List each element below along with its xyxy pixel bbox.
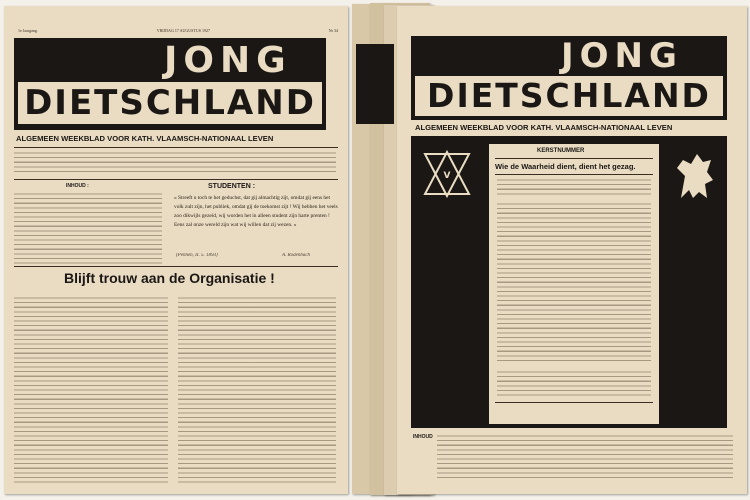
contents-summary	[437, 434, 733, 480]
masthead-subtitle: ALGEMEEN WEEKBLAD VOOR KATH. VLAAMSCH-NATIONAAL LEVEN	[16, 134, 274, 143]
quote-author: A. Rodenbach	[282, 253, 311, 258]
masthead-title-top: JONG	[164, 40, 292, 81]
stacked-masthead-strip	[356, 44, 394, 124]
divider-line	[495, 402, 653, 403]
volume-label: 1e Jaargang.	[18, 28, 38, 33]
studenten-quote: « Streeft u toch te het geduchst, dat gij almachtig zijt, omdat gij eens het volk zult zijn, het publiek, omdat gij de toekomst zijt ! Wij hebben het veels zoo dikwijls gezeid, wij worden het in alleen student zijn harte prenten ! Eens zal onze wereld zijn wat wij willen dat zij wezen. »	[174, 195, 338, 228]
quote-source: (Pennen, II. 5. 1893)	[176, 253, 218, 258]
inhoud-heading: INHOUD :	[66, 183, 89, 189]
masthead-title-bottom: DIETSCHLAND	[415, 76, 723, 116]
newspaper-issue-right	[397, 6, 747, 494]
article-headline: Blijft trouw aan de Organisatie !	[64, 270, 275, 286]
divider-line	[495, 174, 653, 175]
issue-meta-row	[18, 28, 338, 33]
article-column-1	[14, 296, 168, 486]
issue-number: Nr 34	[328, 28, 338, 33]
divider-line	[14, 147, 338, 148]
editorial-info	[497, 178, 651, 196]
emblem-avv-vvk	[419, 146, 475, 202]
masthead-title-bottom: DIETSCHLAND	[18, 82, 322, 124]
svg-text:V: V	[443, 171, 451, 181]
flemish-lion-icon	[667, 146, 721, 206]
avv-vvk-icon	[419, 146, 475, 202]
administration-text	[14, 151, 336, 175]
masthead	[14, 38, 326, 130]
edition-label: KERSTNUMMER	[537, 148, 585, 154]
studenten-heading: STUDENTEN :	[208, 183, 256, 190]
divider-line	[14, 179, 338, 180]
emblem-lion	[667, 146, 721, 206]
newspaper-issue-left	[4, 6, 348, 494]
masthead	[411, 36, 727, 120]
date-label: VRIJDAG 17 AUGUSTUS 1927	[156, 28, 210, 33]
article-column-2	[178, 296, 336, 486]
feature-headline: Wie de Waarheid dient, dient het gezag.	[495, 162, 636, 171]
divider-line	[495, 158, 653, 159]
divider-line	[14, 266, 338, 267]
table-of-contents	[14, 192, 162, 266]
notice-text	[497, 370, 651, 396]
masthead-title-top: JONG	[561, 36, 683, 76]
center-panel	[489, 144, 659, 424]
inhoud-label: INHOUD	[413, 434, 433, 440]
contributors-list	[497, 202, 651, 362]
masthead-subtitle: ALGEMEEN WEEKBLAD VOOR KATH. VLAAMSCH-NATIONAAL LEVEN	[415, 123, 673, 132]
